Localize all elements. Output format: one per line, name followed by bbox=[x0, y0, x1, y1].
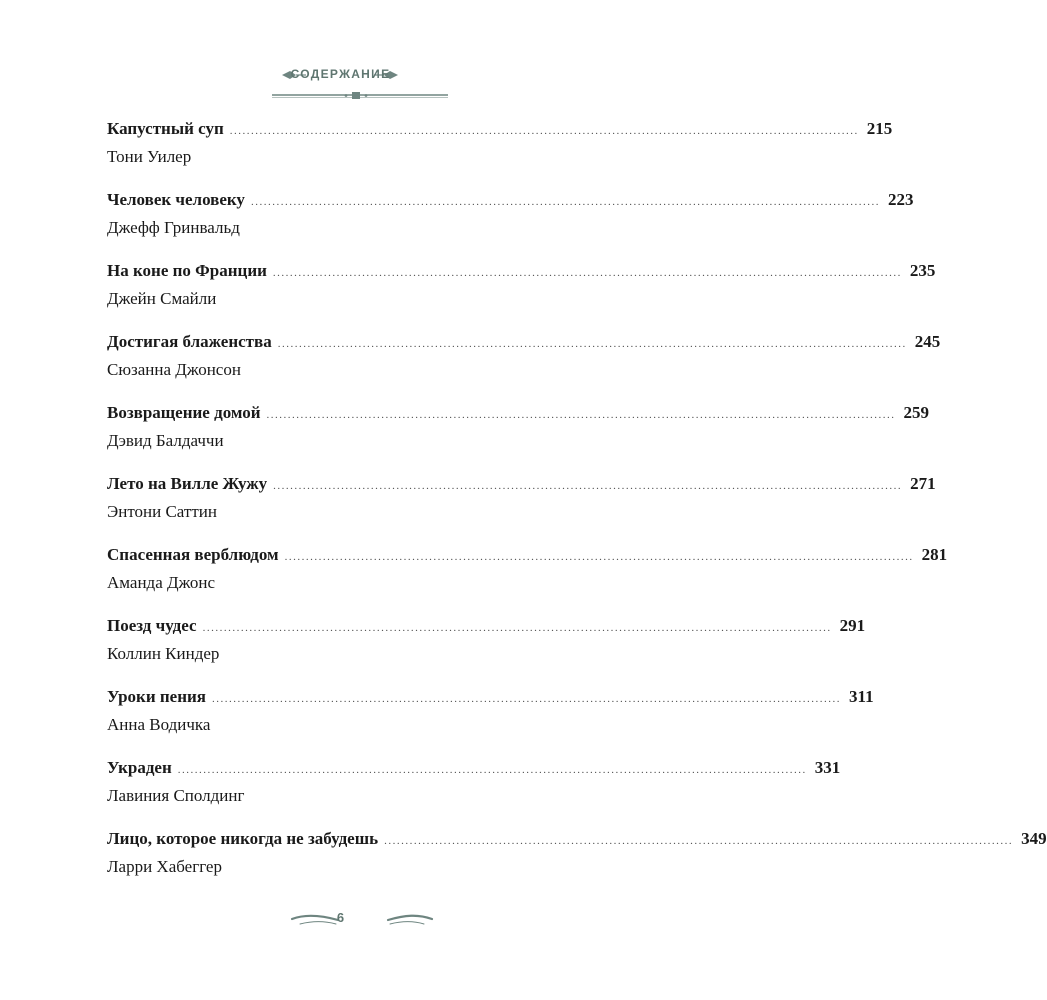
toc-leader-dots: .................................................................................................................................................... bbox=[266, 409, 896, 421]
toc-entry-title: Капустный суп bbox=[107, 119, 224, 138]
toc-leader-dots: .................................................................................................................................................... bbox=[212, 693, 842, 705]
toc-entry-page: 331 bbox=[814, 758, 841, 777]
toc-entry-page: 311 bbox=[849, 687, 874, 706]
toc-leader-dots: .................................................................................................................................................... bbox=[284, 551, 914, 563]
toc-entry-page: 235 bbox=[909, 261, 936, 280]
toc-entry-author: Тони Уилер bbox=[107, 147, 192, 166]
toc-entry[interactable] bbox=[107, 545, 948, 616]
toc-entry-author: Джейн Смайли bbox=[107, 289, 217, 308]
toc-entry-author: Лавиния Сполдинг bbox=[107, 786, 245, 805]
toc-entry-page: 291 bbox=[839, 616, 866, 635]
toc-entry-page: 271 bbox=[910, 474, 936, 493]
toc-entry[interactable] bbox=[107, 474, 936, 545]
toc-entry-title: Человек человеку bbox=[107, 190, 245, 209]
toc-leader-dots: .................................................................................................................................................... bbox=[272, 267, 902, 279]
toc-entry-page: 215 bbox=[866, 119, 893, 138]
toc-entry[interactable] bbox=[107, 403, 930, 474]
toc-entry[interactable] bbox=[107, 829, 1047, 900]
table-of-contents bbox=[107, 119, 1047, 900]
toc-entry[interactable] bbox=[107, 119, 893, 190]
toc-entry-author: Коллин Киндер bbox=[107, 644, 220, 663]
toc-entry[interactable] bbox=[107, 332, 941, 403]
toc-entry-title: Достигая блаженства bbox=[107, 332, 272, 351]
toc-leader-dots: .................................................................................................................................................... bbox=[384, 835, 1014, 847]
toc-entry-title: Возвращение домой bbox=[107, 403, 261, 422]
toc-header bbox=[0, 62, 681, 102]
toc-entry[interactable] bbox=[107, 758, 841, 829]
toc-entry-page: 245 bbox=[914, 332, 941, 351]
toc-entry-author: Энтони Саттин bbox=[107, 502, 217, 521]
toc-entry-author: Ларри Хабеггер bbox=[107, 857, 222, 876]
toc-entry-page: 349 bbox=[1021, 829, 1047, 848]
toc-entry-title: На коне по Франции bbox=[107, 261, 267, 280]
toc-entry-page: 281 bbox=[921, 545, 948, 564]
toc-entry-title: Украден bbox=[107, 758, 172, 777]
toc-entry-title: Лето на Вилле Жужу bbox=[107, 474, 268, 493]
toc-leader-dots: .................................................................................................................................................... bbox=[273, 480, 903, 492]
toc-leader-dots: .................................................................................................................................................... bbox=[202, 622, 832, 634]
toc-entry-title: Спасенная верблюдом bbox=[107, 545, 279, 564]
page-number: 6 bbox=[336, 910, 345, 925]
toc-leader-dots: .................................................................................................................................................... bbox=[177, 764, 807, 776]
page-footer bbox=[0, 905, 681, 935]
toc-entry-title: Уроки пения bbox=[107, 687, 207, 706]
toc-entry-author: Джефф Гринвальд bbox=[107, 218, 240, 237]
toc-entry-title: Лицо, которое никогда не забудешь bbox=[107, 829, 379, 848]
toc-entry-author: Дэвид Балдаччи bbox=[107, 431, 224, 450]
toc-leader-dots: .................................................................................................................................................... bbox=[250, 196, 880, 208]
toc-entry-page: 259 bbox=[903, 403, 930, 422]
toc-entry-page: 223 bbox=[887, 190, 914, 209]
page-title: СОДЕРЖАНИЕ bbox=[290, 67, 391, 81]
toc-leader-dots: .................................................................................................................................................... bbox=[277, 338, 907, 350]
toc-entry-author: Аманда Джонс bbox=[107, 573, 216, 592]
toc-entry[interactable] bbox=[107, 616, 866, 687]
toc-entry[interactable] bbox=[107, 190, 914, 261]
toc-entry[interactable] bbox=[107, 261, 936, 332]
toc-leader-dots: .................................................................................................................................................... bbox=[229, 125, 859, 137]
toc-entry[interactable] bbox=[107, 687, 874, 758]
toc-entry-author: Сюзанна Джонсон bbox=[107, 360, 241, 379]
toc-entry-title: Поезд чудес bbox=[107, 616, 197, 635]
toc-entry-author: Анна Водичка bbox=[107, 715, 211, 734]
